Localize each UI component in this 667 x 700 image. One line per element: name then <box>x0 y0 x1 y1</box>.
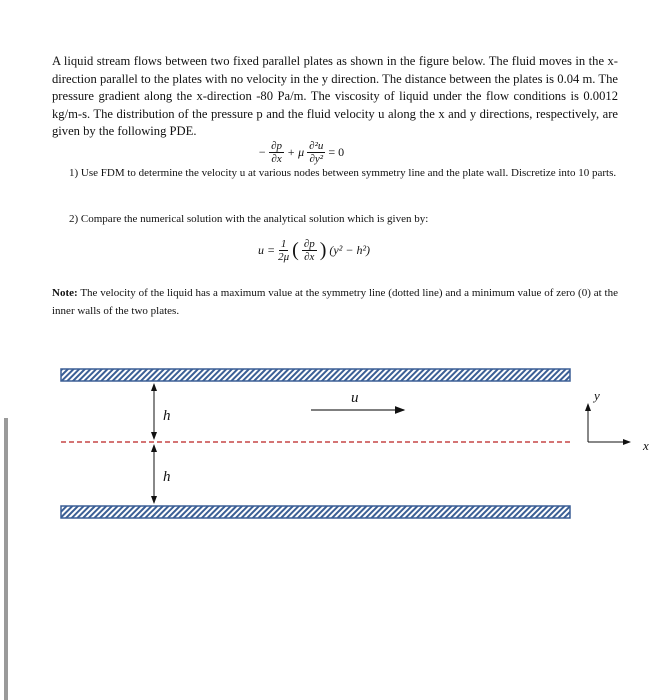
plus-mu: + μ <box>287 145 305 159</box>
num: 1 <box>280 238 287 250</box>
item-2: 2) Compare the numerical solution with the analytical solution which is given by: <box>69 213 429 225</box>
analytic-equation: u = $\frac{1}{2\mu}$ ( $\frac{\partial p}{\partial x}$ ) (y² − h²) <box>258 238 371 263</box>
tail: (y² − h²) <box>329 243 371 257</box>
bottom-plate <box>61 506 570 518</box>
lhs: u = <box>258 243 276 257</box>
num: ∂²u <box>309 140 324 152</box>
den: ∂x <box>271 153 282 165</box>
problem-intro: A liquid stream flows between two fixed parallel plates as shown in the figure below. The fluid moves in the x-direction parallel to the plates with no velocity in the y direction. The distance between the plates is 0.04 m. The pressure gradient along the x-direction -80 Pa/m. The viscosity of liquid under the flow conditions is 0.0012 kg/m-s. The distribution of the pressure p and the fluid velocity u along the x and y directions, respectively, are given by the following PDE. <box>52 54 618 139</box>
rhs: = 0 <box>328 145 345 159</box>
scrollbar[interactable] <box>4 418 8 700</box>
top-plate <box>61 369 570 381</box>
num: ∂p <box>271 140 283 152</box>
note-text: The velocity of the liquid has a maximum value at the symmetry line (dotted line) and a minimum value of zero (0) at the inner walls of the two plates. <box>52 287 618 317</box>
item-1: 1) Use FDM to determine the velocity u at various nodes between symmetry line and the plate wall. Discretize into 10 parts. <box>69 167 617 179</box>
den: ∂y² <box>309 153 324 165</box>
h-bottom-label: h <box>163 469 171 485</box>
minus: − <box>258 145 267 159</box>
den: ∂x <box>304 251 315 263</box>
u-label: u <box>351 390 359 406</box>
x-axis-label: x <box>643 438 649 453</box>
note-label: Note: <box>52 287 78 299</box>
num: ∂p <box>303 238 315 250</box>
den: 2μ <box>278 251 290 263</box>
y-axis-label: y <box>594 388 600 403</box>
h-top-label: h <box>163 408 171 424</box>
